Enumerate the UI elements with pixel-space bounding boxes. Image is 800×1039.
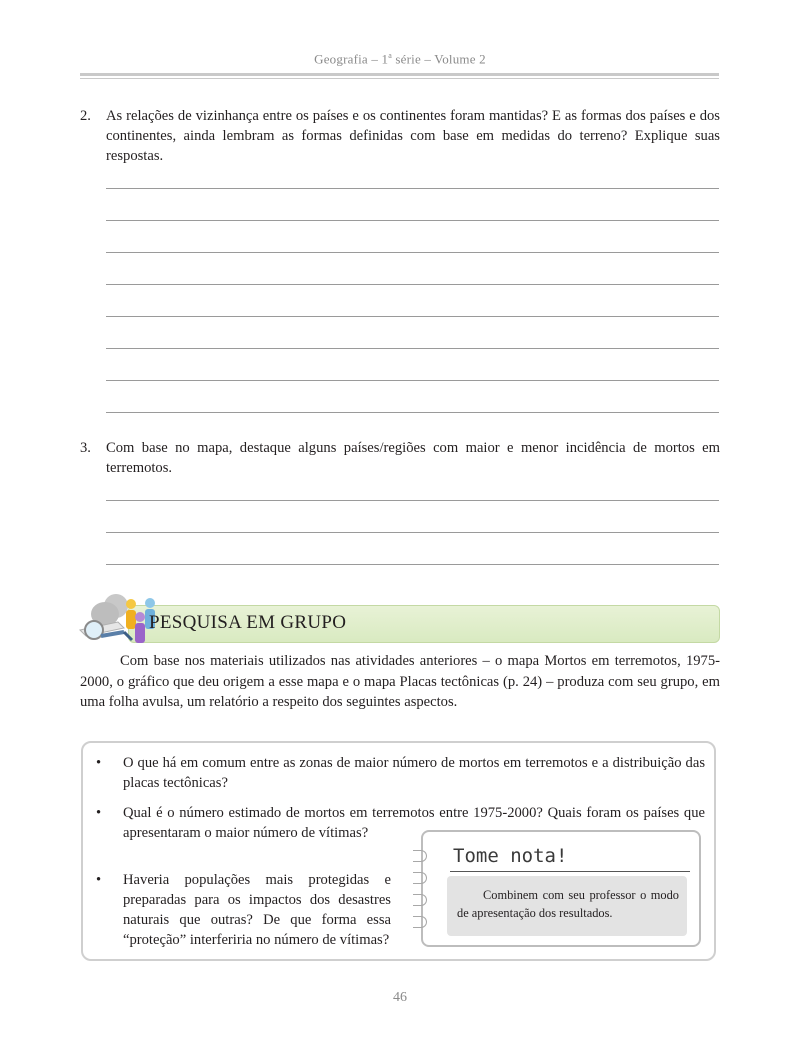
- running-header-post: série – Volume 2: [391, 51, 486, 67]
- answer-line[interactable]: [106, 380, 719, 381]
- note-title: Tome nota!: [453, 845, 568, 867]
- answer-line[interactable]: [106, 284, 719, 285]
- question-text: Com base no mapa, destaque alguns países/regiões com maior e menor incidência de mortos em terremotos.: [106, 440, 720, 476]
- note-title-underline: [450, 871, 690, 872]
- page-number: 46: [393, 990, 407, 1005]
- answer-line[interactable]: [106, 348, 719, 349]
- header-rule-thick: [80, 73, 719, 76]
- question-number: 3.: [80, 440, 91, 456]
- answer-line[interactable]: [106, 412, 719, 413]
- bullet-text: Haveria populações mais protegidas e preparadas para os impactos dos desastres naturais que outras? De que forma essa “proteção” interferiria no número de vítimas?: [123, 872, 391, 948]
- binder-ring: [413, 850, 427, 862]
- binder-ring: [413, 894, 427, 906]
- section-title: PESQUISA EM GRUPO: [149, 612, 347, 633]
- answer-line[interactable]: [106, 316, 719, 317]
- answer-line[interactable]: [106, 564, 719, 565]
- running-header-superscript: a: [388, 51, 392, 60]
- running-header: [0, 51, 800, 67]
- answer-line[interactable]: [106, 220, 719, 221]
- bullet-dot: •: [96, 755, 102, 771]
- group-research-icon: [78, 592, 158, 648]
- question-number: 2.: [80, 108, 91, 124]
- header-rule-thin: [80, 78, 719, 79]
- question-2: [80, 106, 720, 166]
- answer-line[interactable]: [106, 252, 719, 253]
- note-text: Combinem com seu professor o modo de apresentação dos resultados.: [457, 888, 679, 920]
- question-text: As relações de vizinhança entre os países e os continentes foram mantidas? E as formas dos países e dos continentes, ainda lembram as formas definidas com base em medidas do terreno? Explique suas respostas.: [106, 108, 720, 164]
- binder-ring: [413, 872, 427, 884]
- bullet-item: [96, 870, 391, 950]
- running-header-pre: Geografia – 1: [314, 51, 389, 67]
- bullet-text: Qual é o número estimado de mortos em terremotos entre 1975-2000? Quais foram os países que apresentaram o maior número de vítimas?: [123, 805, 705, 841]
- bullet-item: [96, 753, 705, 793]
- question-3: [80, 438, 720, 478]
- bullet-dot: •: [96, 872, 102, 888]
- section-intro: Com base nos materiais utilizados nas atividades anteriores – o mapa Mortos em terremotos, 1975-2000, o gráfico que deu origem a esse mapa e o mapa Placas tectônicas (p. 24) – produza com seu grupo, em uma folha avulsa, um relatório a respeito dos seguintes aspectos.: [80, 653, 720, 710]
- bullet-dot: •: [96, 805, 102, 821]
- answer-line[interactable]: [106, 500, 719, 501]
- bullet-text: O que há em comum entre as zonas de maior número de mortos em terremotos e a distribuição das placas tectônicas?: [123, 755, 705, 791]
- binder-ring: [413, 916, 427, 928]
- answer-line[interactable]: [106, 532, 719, 533]
- answer-line[interactable]: [106, 188, 719, 189]
